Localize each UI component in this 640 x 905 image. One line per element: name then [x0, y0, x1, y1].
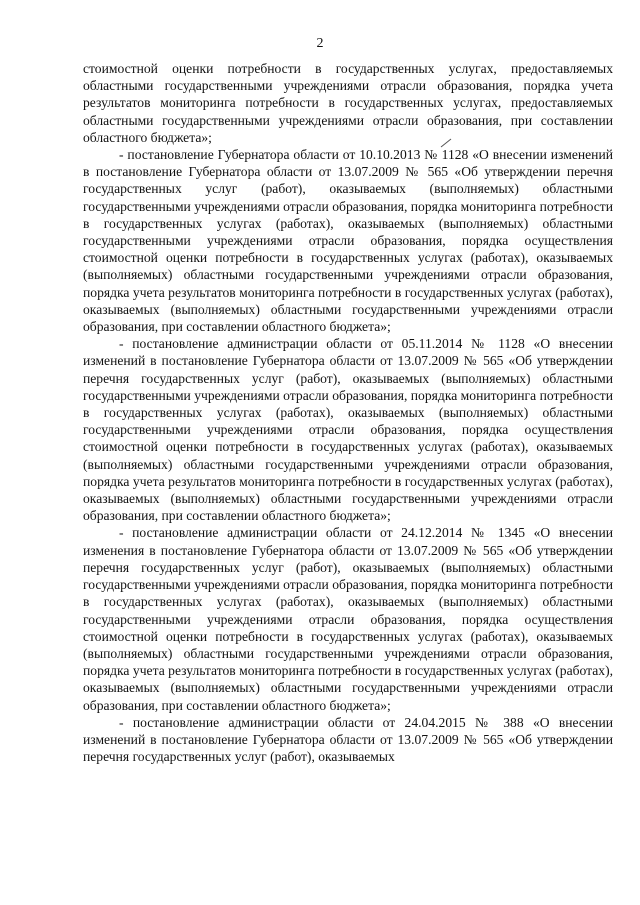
- page-number: 2: [316, 36, 324, 51]
- paragraph-decree-2015: - постановление администрации области от 24.04.2015 № 388 «О внесении изменений в постановление Губернатора области от 13.07.2009 № 565 «Об утверждении перечня государственных услуг (работ), оказываемых: [83, 714, 613, 765]
- paragraph-continuation: стоимостной оценки потребности в государственных услугах, предоставляемых областными государственными учреждениями отрасли образования, порядка учета результатов мониторинга потребности в государственных услугах, предоставляемых областными государственными учреждениями отрасли образования, при составлении областного бюджета»;: [83, 61, 613, 145]
- paragraph-decree-2013: - постановление Губернатора области от 10.10.2013 № 1128 «О внесении изменений в постановление Губернатора области от 13.07.2009 № 565 «Об утверждении перечня государственных услуг (работ), оказываемых (выполняемых) областными государственными учреждениями отрасли образования, порядка мониторинга потребности в государственных услугах (работах), оказываемых (выполняемых) областными государственными учреждениями отрасли образования, порядка осуществления стоимостной оценки потребности в государственных услугах (работах), оказываемых (выполняемых) областными государственными учреждениями отрасли образования, порядка учета результатов мониторинга потребности в государственных услугах (работах), оказываемых (выполняемых) областными государственными учреждениями отрасли образования, при составлении областного бюджета»;: [83, 147, 613, 335]
- paragraph-decree-2014-nov: - постановление администрации области от 05.11.2014 № 1128 «О внесении изменений в постановление Губернатора области от 13.07.2009 № 565 «Об утверждении перечня государственных услуг (работ), оказываемых (выполняемых) областными государственными учреждениями отрасли образования, порядка мониторинга потребности в государственных услугах (работах), оказываемых (выполняемых) областными государственными учреждениями отрасли образования, порядка осуществления стоимостной оценки потребности в государственных услугах (работах), оказываемых (выполняемых) областными государственными учреждениями отрасли образования, порядка учета результатов мониторинга потребности в государственных услугах (работах), оказываемых (выполняемых) областными государственными учреждениями отрасли образования, при составлении областного бюджета»;: [83, 336, 613, 524]
- paragraph-decree-2014-dec: - постановление администрации области от 24.12.2014 № 1345 «О внесении изменения в постановление Губернатора области от 13.07.2009 № 565 «Об утверждении перечня государственных услуг (работ), оказываемых (выполняемых) областными государственными учреждениями отрасли образования, порядка мониторинга потребности в государственных услугах (работах), оказываемых (выполняемых) областными государственными учреждениями отрасли образования, порядка осуществления стоимостной оценки потребности в государственных услугах (работах), оказываемых (выполняемых) областными государственными учреждениями отрасли образования, порядка учета результатов мониторинга потребности в государственных услугах (работах), оказываемых (выполняемых) областными государственными учреждениями отрасли образования, при составлении областного бюджета»;: [83, 525, 613, 713]
- document-body: [83, 60, 613, 765]
